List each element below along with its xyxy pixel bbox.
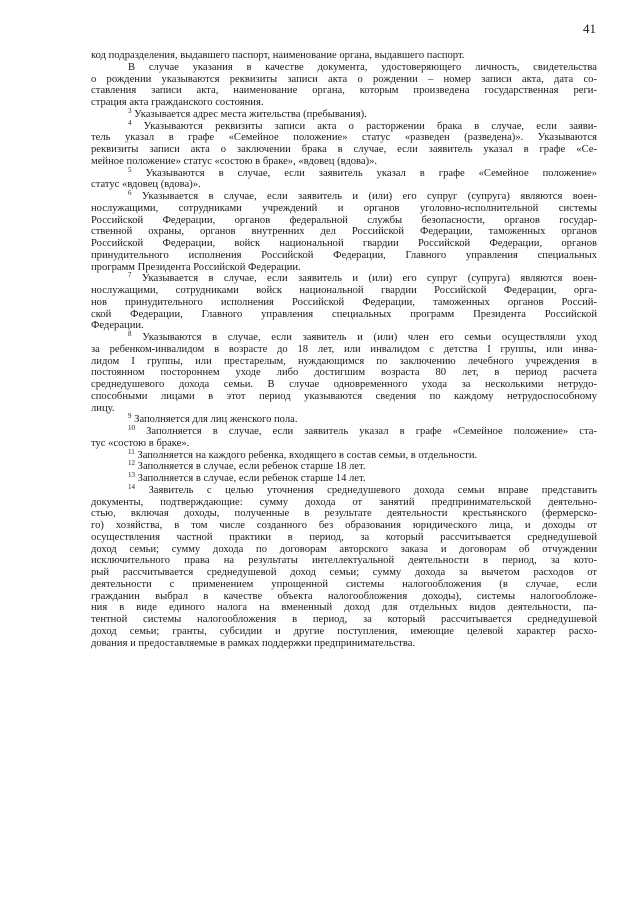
text-line <box>91 567 597 579</box>
line-text: код подразделения, выдавшего паспорт, наименование органа, выдавшего паспорт. <box>91 50 465 61</box>
footnote-marker: 11 <box>128 447 135 456</box>
text-line <box>91 356 597 368</box>
text-line <box>91 367 597 379</box>
text-line <box>91 579 597 591</box>
text-line <box>91 273 597 285</box>
text-line <box>91 74 597 86</box>
footnote-marker: 5 <box>128 165 132 174</box>
line-text: способными лицами в этот период указываются сведения по каждому нетрудоспособному <box>91 390 597 402</box>
line-text: Российской Федерации, войск национальной гвардии Российской Федерации, органов <box>91 238 597 249</box>
text-line <box>91 97 597 109</box>
line-text: Заполняется в случае, если ребенок старше 18 лет. <box>135 461 366 473</box>
footnote-marker: 14 <box>128 482 135 491</box>
text-line <box>91 156 597 168</box>
text-line <box>91 555 597 567</box>
footnote-marker: 4 <box>128 118 132 127</box>
text-line <box>91 238 597 250</box>
line-text: постоянном постороннем уходе либо достигшим возраста 80 лет, в период расчета <box>91 367 597 379</box>
line-text: о рождении указываются реквизиты записи акта о рождении – номер записи акта, дата со- <box>91 73 597 85</box>
footnotes-text <box>91 50 597 649</box>
line-text: ской Федерации, Главного управления специальных программ Президента Российской <box>91 308 597 320</box>
text-line <box>91 497 597 509</box>
line-text: нослужащими, сотрудниками войск национальной гвардии Российской Федерации, орга- <box>91 285 597 296</box>
line-text: лидом I группы, или престарелым, нуждающимся по заключению лечебного учреждения в <box>91 355 597 367</box>
text-line <box>91 165 597 180</box>
text-line <box>91 447 597 462</box>
footnote-marker: 8 <box>128 330 132 338</box>
line-text: ния в виде единого налога на вмененный доход для отдельных видов деятельности, па- <box>91 602 597 614</box>
line-text: статус «вдовец (вдова)». <box>91 179 201 191</box>
text-line <box>91 473 597 485</box>
text-line <box>91 602 597 614</box>
text-line <box>91 85 597 97</box>
text-line <box>91 532 597 544</box>
line-text: ственной охраны, органов внутренних дел Российской Федерации, таможенных органов <box>91 226 597 238</box>
line-text: Заявитель с целью уточнения среднедушевого дохода семьи вправе представить <box>135 484 597 496</box>
text-line <box>91 226 597 238</box>
footnote-marker: 10 <box>128 424 135 432</box>
text-line <box>91 614 597 626</box>
line-text: гражданин выбрал в качестве объекта налогообложения доходы), системы налогообложе- <box>91 590 597 602</box>
line-text: Указываются реквизиты записи акта о расторжении брака в случае, если заяви- <box>131 120 597 132</box>
line-text: Указываются в случае, если заявитель указал в графе «Семейное положение» <box>131 167 597 179</box>
text-line <box>91 438 597 450</box>
text-line <box>91 626 597 638</box>
line-text: нов принудительного исполнения Российской Федерации, таможенных органов Россий- <box>91 296 597 308</box>
line-text: реквизиты записи акта о заключении брака в случае, если заявитель указал в графе «Се- <box>91 144 597 155</box>
text-line <box>91 520 597 532</box>
text-line <box>91 332 597 344</box>
line-text: доход семьи; сумму дохода по договорам авторского заказа и договорам об отчуждении <box>91 543 597 555</box>
text-line <box>91 106 597 121</box>
line-text: ставления записи акта, наименование органа, которым произведена государственная реги- <box>91 85 597 97</box>
line-text: рый рассчитывается среднедушевой доход семьи; сумму дохода за вычетом расходов от <box>91 567 597 578</box>
text-line <box>91 403 597 415</box>
text-line <box>91 62 597 74</box>
text-line <box>91 179 597 191</box>
line-text: Указывается адрес места жительства (пребывания). <box>131 108 367 120</box>
text-line <box>91 191 597 203</box>
line-text: Указывается в случае, если заявитель и (или) его супруг (супруга) являются воен- <box>131 273 597 285</box>
line-text: нослужащими, сотрудниками учреждений и органов уголовно-исполнительной системы <box>91 202 597 214</box>
text-line <box>91 320 597 332</box>
text-line <box>91 344 597 356</box>
footnote-marker: 7 <box>128 271 132 280</box>
line-text: исключительного права на результаты интеллектуальной деятельности в период, за кото- <box>91 555 597 567</box>
line-text: доход семьи; гранты, субсидии и другие поступления, имеющие целевой характер расхо- <box>91 625 597 637</box>
text-line <box>91 203 597 215</box>
text-line <box>91 50 597 62</box>
line-text: Заполняется для лиц женского пола. <box>131 414 298 426</box>
text-line <box>91 638 597 650</box>
line-text: В случае указания в качестве документа, удостоверяющего личность, свидетельства <box>128 61 597 73</box>
footnote-marker: 13 <box>128 471 135 479</box>
line-text: Заполняется в случае, если заявитель указал в графе «Семейное положение» ста- <box>135 426 597 437</box>
page-number: 41 <box>583 21 596 36</box>
text-line <box>91 414 597 426</box>
text-line <box>91 591 597 603</box>
line-text: лицу. <box>91 402 115 414</box>
line-text: Указывается в случае, если заявитель и (или) его супруг (супруга) являются воен- <box>131 191 597 202</box>
line-text: мейное положение» статус «состою в браке», «вдовец (вдова)». <box>91 155 378 167</box>
line-text: страция акта гражданского состояния. <box>91 97 264 108</box>
line-text: за ребенком-инвалидом в возрасте до 18 лет, или инвалидом с детства I группы, или инва- <box>91 343 597 355</box>
text-line <box>91 262 597 274</box>
footnote-marker: 9 <box>128 412 132 421</box>
text-line <box>91 426 597 438</box>
line-text: тус «состою в браке». <box>91 437 190 449</box>
footnote-marker: 12 <box>128 459 135 468</box>
line-text: принудительного исполнения Российской Федерации, Главного управления специальных <box>91 249 597 261</box>
text-line <box>91 461 597 473</box>
line-text: осуществления частной практики в период, за который рассчитывается среднедушевой <box>91 531 597 543</box>
line-text: Федерации. <box>91 320 144 332</box>
text-line <box>91 215 597 227</box>
text-line <box>91 482 597 497</box>
line-text: го) хозяйства, в том числе созданного без образования юридического лица, и доходы от <box>91 520 597 531</box>
line-text: программ Президента Российской Федерации. <box>91 261 301 273</box>
line-text: документы, подтверждающие: сумму дохода от занятий предпринимательской деятельно- <box>91 496 597 508</box>
line-text: Российской Федерации, органов федеральной службы безопасности, органов государ- <box>91 214 597 226</box>
line-text: Указываются в случае, если заявитель и (или) член его семьи осуществляли уход <box>131 332 597 343</box>
text-line <box>91 309 597 321</box>
text-line <box>91 132 597 144</box>
text-line <box>91 118 597 133</box>
text-line <box>91 297 597 309</box>
line-text: Заполняется в случае, если ребенок старше 14 лет. <box>135 473 366 484</box>
text-line <box>91 544 597 556</box>
text-line <box>91 379 597 391</box>
line-text: дования и предоставляемые в рамках поддержки предпринимательства. <box>91 637 416 649</box>
text-line <box>91 285 597 297</box>
line-text: тентной системы налогообложения в период, за который рассчитывается среднедушевой <box>91 614 597 625</box>
text-line <box>91 144 597 156</box>
line-text: стью, включая доходы, полученные в результате деятельности крестьянского (фермерско- <box>91 508 597 520</box>
footnote-marker: 6 <box>128 189 132 197</box>
line-text: тель указал в графе «Семейное положение» статус «разведен (разведена)». Указываются <box>91 132 597 144</box>
footnote-marker: 3 <box>128 106 132 115</box>
text-line <box>91 250 597 262</box>
line-text: среднедушевого дохода семьи. В случае одновременного ухода за несколькими нетрудо- <box>91 379 597 390</box>
line-text: деятельности с применением упрощенной системы налогообложения (в случае, если <box>91 578 597 590</box>
text-line <box>91 508 597 520</box>
line-text: Заполняется на каждого ребенка, входящего в состав семьи, в отдельности. <box>134 449 478 461</box>
text-line <box>91 391 597 403</box>
